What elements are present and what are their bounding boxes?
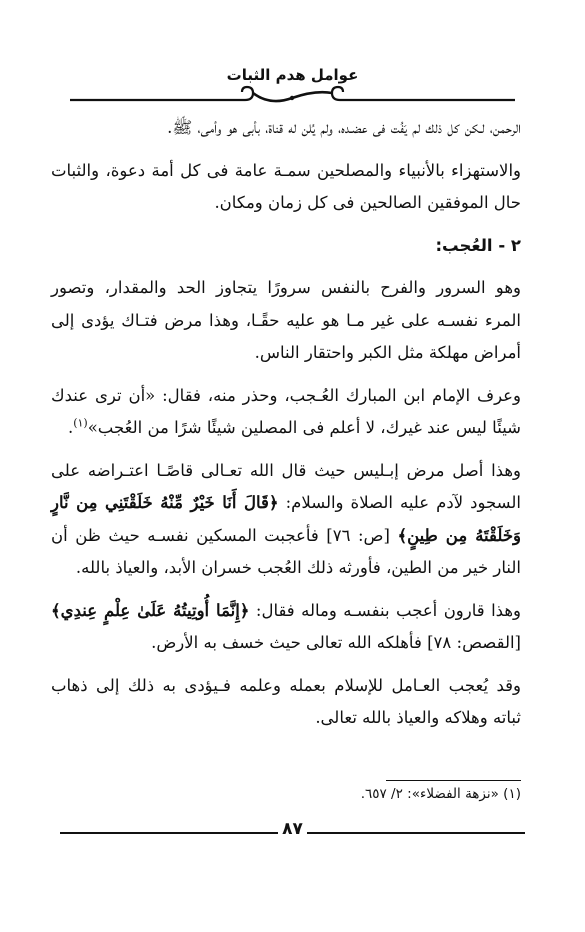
page-number: ٨٧ — [282, 819, 303, 839]
paragraph — [51, 155, 521, 220]
paragraph-text: . — [67, 418, 74, 437]
footnote: (١) «نزهة الفضلاء»: ٢/ ٦٥٧. — [360, 786, 521, 802]
footnote-rule — [386, 780, 521, 781]
paragraph — [51, 272, 521, 370]
paragraph-text: وهذا أصل مرض إبـليس حيث قال الله تعـالى قاصًـا اعتـراضه على السجود لآدم عليه الصلاة والسلام: — [51, 460, 521, 512]
paragraph — [51, 112, 521, 145]
paragraph-text: الرحمن، لـكن كل ذلك لم يَفُت فى عضـده، ولم يُلن له قناة، بأبى هو وأمى، ﷺ. — [167, 118, 521, 137]
paragraph-text: [ص: ٧٦] فأعجبت المسكين نفسـه حيث ظن أن النار خير من الطين، فأورثه ذلك العُجب خسران الأبد، والعياذ بالله. — [51, 525, 521, 577]
paragraph-text: وقد يُعجب العـامل للإسلام بعمله وعلمه فـيؤدى به ذلك إلى ذهاب ثباته وهلاكه والعياذ بالله تعالى. — [51, 675, 521, 727]
paragraph-text: وهذا قارون أعجب بنفسـه وماله فقال: — [249, 600, 521, 620]
quran-verse: ﴿قَالَ أَنَا خَيْرٌ مِّنْهُ خَلَقْتَنِي مِن نَّارٍ وَخَلَقْتَهُ مِن طِينٍ﴾ — [51, 493, 521, 545]
footnote-reference: (١) — [73, 416, 88, 430]
body-text — [51, 112, 521, 745]
paragraph — [51, 595, 521, 660]
paragraph — [51, 455, 521, 585]
quran-verse: ﴿إِنَّمَا أُوتِيتُهُ عَلَىٰ عِلْمٍ عِندِي﴾ — [51, 600, 250, 620]
section-heading: ٢ - العُجب: — [435, 235, 521, 255]
paragraph — [51, 670, 521, 735]
paragraph-text: [القصص: ٧٨] فأهلكه الله تعالى حيث خسف به الأرض. — [151, 633, 521, 652]
ornament-divider — [70, 82, 515, 108]
paragraph-text: والاستهزاء بالأنبياء والمصلحين سمـة عامة فى كل أمة دعوة، والثبات حال الموفقين الصالحين فى كل زمان ومكان. — [51, 160, 521, 212]
paragraph — [51, 380, 521, 445]
running-head: عوامل هدم الثبات — [226, 66, 359, 84]
paragraph-text: وعرف الإمام ابن المبارك العُـجب، وحذر منه، فقال: «أن ترى عندك شيئًا ليس عند غيرك، لا أعلم فى المصلين شيئًا شرًا من العُجب» — [51, 385, 521, 437]
paragraph-text: وهو السرور والفرح بالنفس سرورًا يتجاوز الحد والمقدار، وتصور المرء نفسـه على غير مـا هو عليه حقًـا، وهذا مرض فتـاك يؤدى إلى أمراض مهلكة مثل الكبر واحتقار الناس. — [51, 278, 521, 362]
